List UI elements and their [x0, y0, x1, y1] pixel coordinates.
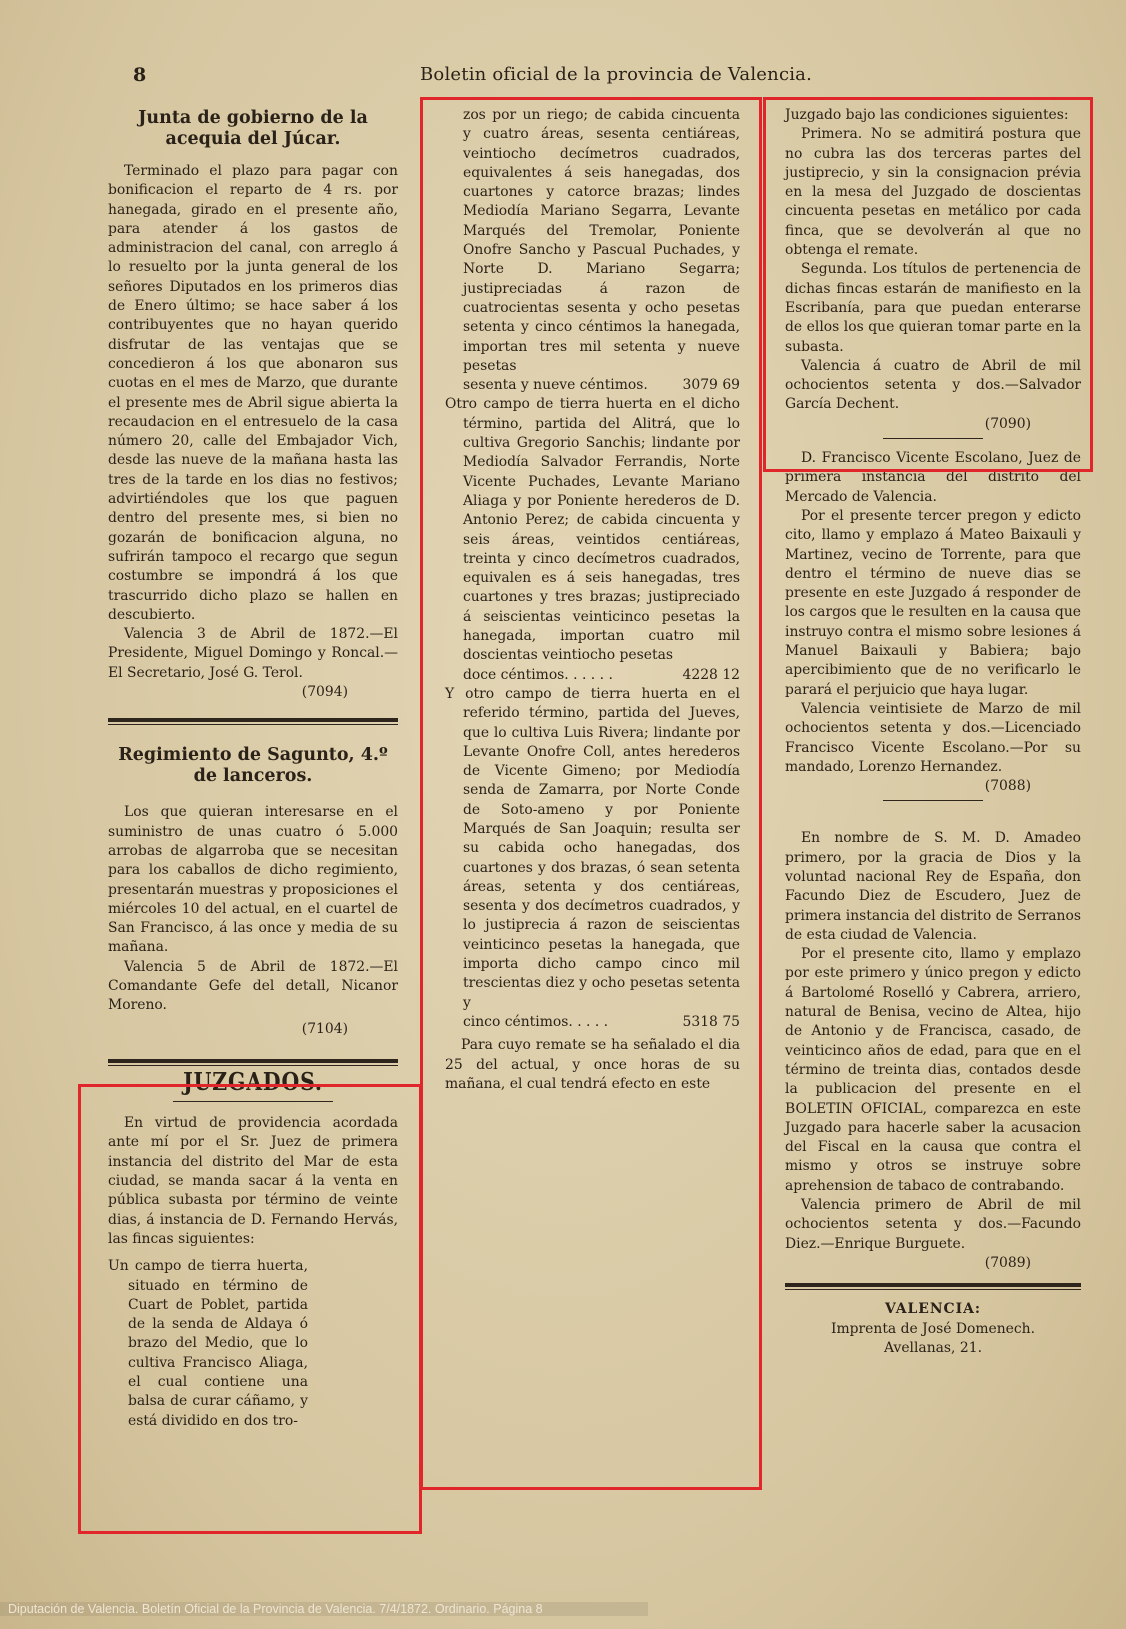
- page-number: 8: [133, 64, 147, 86]
- section-divider: [108, 718, 398, 725]
- finca-1: Un campo de tierra huerta, situado en término de Cuart de Poblet, partida de la senda de Aldaya ó brazo del Medio, que lo cultiva Francisco Aliaga, el cual contiene una balsa de curar cáñamo, y está dividido en dos tro-: [108, 1258, 308, 1429]
- escolano-reference: (7088): [984, 778, 1031, 795]
- escolano-signature: Valencia veintisiete de Marzo de mil ochocientos setenta y dos.—Licenciado Francisco Vicente Escolano.—Por su mandado, Lorenzo Hernandez.: [785, 700, 1081, 775]
- amount-value: 4228 12: [682, 666, 740, 683]
- junta-signature: Valencia 3 de Abril de 1872.—El Presidente, Miguel Domingo y Roncal.—El Secretario, José G. Terol.: [108, 626, 398, 681]
- amount-label: sesenta y nueve céntimos.: [463, 377, 648, 394]
- conditions-signature: Valencia á cuatro de Abril de mil ochocientos setenta y dos.—Salvador García Dechent.: [785, 357, 1081, 413]
- escolano-intro: D. Francisco Vicente Escolano, Juez de primera instancia del distrito del Mercado de Valencia.: [785, 450, 1081, 505]
- notice-divider: [883, 800, 983, 801]
- regimiento-body: Los que quieran interesarse en el suministro de unas cuatro ó 5.000 arrobas de algarroba que se necesitan para los caballos de dicho regimiento, presentarán muestras y proposiciones el miércoles 10 del actual, en el cuartel de San Francisco, á las once y media de su mañana.: [108, 804, 398, 956]
- imprint-city: VALENCIA:: [885, 1301, 981, 1318]
- finca-3: Y otro campo de tierra huerta en el referido término, partida del Jueves, que lo cultiva Luis Rivera; lindante por Levante Onofre Coll, antes herederos de Vicente Gimeno; por Mediodía senda de Zamarra, por Norte Conde de Soto-ameno y por Poniente Marqués de San Joaquin; resulta ser su cabida ocho hanegadas, dos cuartones y dos brazas, ó sean setenta áreas, setenta y dos centiáreas, sesenta y dos decímetros cuadrados, y lo justiprecia á razon de seiscientas veinticinco pesetas la hanegada, que importa dicho campo cinco mil trescientas diez y ocho pesetas setenta y: [445, 685, 740, 1011]
- conditions-reference: (7090): [984, 415, 1031, 432]
- highlight-box-juzgados: [78, 1084, 422, 1534]
- junta-reference: (7094): [301, 684, 348, 701]
- imprint-printer: Imprenta de José Domenech.: [830, 1320, 1036, 1337]
- archive-footer: Diputación de Valencia. Boletín Oficial de la Provincia de Valencia. 7/4/1872. Ordinario. Página 8: [0, 1602, 648, 1616]
- regimiento-reference: (7104): [301, 1020, 348, 1037]
- amadeo-intro: En nombre de S. M. D. Amadeo primero, por la gracia de Dios y la voluntad nacional Rey de España, don Facundo Diez de Escudero, Juez de primera instancia del distrito de Serranos de esta ciudad de Valencia.: [785, 830, 1081, 943]
- juzgados-body: En virtud de providencia acordada ante mí por el Sr. Juez de primera instancia del distrito del Mar de esta ciudad, se manda sacar á la venta en pública subasta por término de veinte dias, á instancia de D. Fernando Hervás, las fincas siguientes:: [108, 1115, 398, 1247]
- regimiento-title: Regimiento de Sagunto, 4.º de lanceros.: [118, 745, 388, 787]
- imprint-divider: [785, 1283, 1081, 1290]
- condition-segunda: Segunda. Los títulos de pertenencia de dichas fincas estarán de manifiesto en la Escribanía, para que puedan enterarse de ellos los que quieran tomar parte en la subasta.: [785, 261, 1081, 355]
- highlight-box-middle-column: [420, 97, 762, 1490]
- finca-1-continued: zos por un riego; de cabida cincuenta y cuatro áreas, sesenta centiáreas, veintiocho decímetros cuadrados, equivalentes á seis hanegadas, dos cuartones y catorce brazas; lindes Mediodía Mariano Segarra, Levante Marqués del Tremolar, Poniente Onofre Sancho y Pascual Puchades, y Norte D. Mariano Segarra; justipreciadas á razon de cuatrocientas sesenta y ocho pesetas setenta y cinco céntimos la hanegada, importan tres mil setenta y nueve pesetas: [463, 107, 740, 374]
- amadeo-signature: Valencia primero de Abril de mil ochocientos setenta y dos.—Facundo Diez.—Enrique Burguete.: [785, 1197, 1081, 1252]
- highlight-box-right-top: [763, 97, 1093, 472]
- amount-label: cinco céntimos. . . . .: [463, 1013, 609, 1030]
- juzgados-heading: JUZGADOS.: [183, 1066, 323, 1096]
- junta-title: Junta de gobierno de la acequia del Júcar.: [138, 108, 368, 149]
- publication-title: Boletin oficial de la provincia de Valencia.: [420, 64, 813, 85]
- amadeo-body: Por el presente cito, llamo y emplazo por este primero y único pregon y edicto á Bartolomé Roselló y Cabrera, arriero, natural de Benisa, vecino de Altea, hijo de Antonio y de Francisca, casado, de veinticinco años de edad, para que en el término de treinta dias, contados desde la publicacion del presente en el BOLETIN OFICIAL, comparezca en este Juzgado para hacerle saber la acusacion del Fiscal en la causa que contra el mismo y otros se instruye sobre aprehension de tabaco de contrabando.: [785, 946, 1081, 1194]
- amount-label: doce céntimos. . . . . .: [463, 666, 613, 683]
- section-divider: [108, 1059, 398, 1066]
- imprint-address: Avellanas, 21.: [884, 1339, 982, 1356]
- amount-value: 3079 69: [682, 377, 740, 394]
- escolano-body: Por el presente tercer pregon y edicto cito, llamo y emplazo á Mateo Baixauli y Martinez, vecino de Torrente, para que dentro el término de nueve dias se presente en este Juzgado á responder de los cargos que le resulten en la causa que instruyo contra el mismo sobre lesiones á Manuel Baixauli y Babiera; bajo apercibimiento que de no verificarlo le parará el perjuicio que haya lugar.: [785, 507, 1081, 698]
- amadeo-reference: (7089): [984, 1254, 1031, 1271]
- page-header: [100, 62, 1066, 92]
- regimiento-signature: Valencia 5 de Abril de 1872.—El Comandante Gefe del detall, Nicanor Moreno.: [108, 958, 398, 1014]
- amount-value: 5318 75: [682, 1013, 740, 1030]
- conditions-intro: Juzgado bajo las condiciones siguientes:: [785, 107, 1069, 123]
- junta-body: Terminado el plazo para pagar con bonificacion el reparto de 4 rs. por hanegada, girado en el presente año, para atender á los gastos de administracion del canal, con arreglo á lo resuelto por la junta general de los señores Diputados en los primeros dias de Enero último; se hace saber á los contribuyentes que no hayan querido disfrutar de las ventajas que se concedieron á los que abonaron sus cuotas en el mes de Marzo, que durante el presente mes de Abril sigue abierta la recaudacion en el entresuelo de la casa número 20, calle del Embajador Vich, desde las nueve de la mañana hasta las tres de la tarde en los dias no festivos; advirtiéndoles que los que paguen dentro del presente mes, si bien no gozarán de bonificacion alguna, no sufrirán tampoco el recargo que segun costumbre se impondrá á los que trascurrido dicho plazo se hallen en descubierto.: [108, 163, 398, 623]
- condition-primera: Primera. No se admitirá postura que no cubra las dos terceras partes del justiprecio, y sin la consignacion prévia en la mesa del Juzgado de doscientas cincuenta pesetas en metálico por cada finca, que se devolverán al que no obtenga el remate.: [785, 126, 1081, 259]
- remate-text: Para cuyo remate se ha señalado el dia 25 del actual, y once horas de su mañana, el cual tendrá efecto en este: [445, 1037, 740, 1092]
- finca-2: Otro campo de tierra huerta en el dicho término, partida del Alitrá, que lo cultiva Gregorio Sanchis; lindante por Mediodía Salvador Ferrandis, Norte Vicente Puchades, Levante Mariano Aliaga y por Poniente herederos de D. Antonio Perez; de cabida cincuenta y seis áreas, veintidos centiáreas, treinta y cinco decímetros cuadrados, equivalen es á seis hanegadas, tres cuartones y tres brazas; justipreciado á seiscientas veinticinco pesetas la hanegada, importan cuatro mil doscientas veintiocho pesetas: [445, 396, 740, 664]
